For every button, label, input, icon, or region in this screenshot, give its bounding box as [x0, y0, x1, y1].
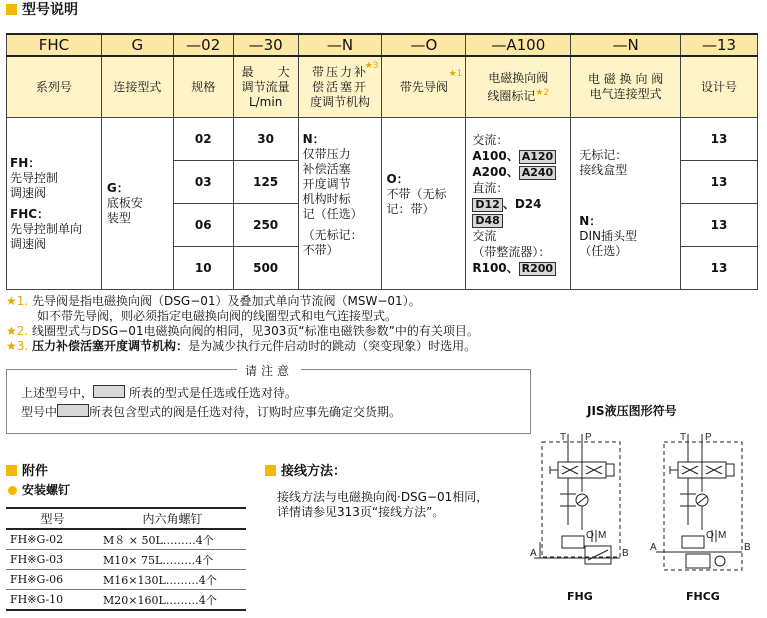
- code-mount: G: [101, 34, 173, 56]
- bolt-row: FH※G-02 M８ × 50L………4个: [6, 529, 246, 550]
- code-size: —02: [173, 34, 233, 56]
- port-a: A: [650, 542, 657, 553]
- port-p: P: [705, 432, 712, 443]
- note-1-cont: 如不带先导阀，则必须指定电磁换向阀的线圈型式和电气连接型式。: [37, 309, 398, 323]
- desc-mount: 连接型式: [101, 56, 173, 118]
- caution-line-2: 型号中 所表包含型式的阀是任选对待，订购时应事先确定交货期。: [21, 405, 402, 419]
- desc-size: 规格: [173, 56, 233, 118]
- body-coil: 交流： A100、 A120 A200、 A240 直流： D12 、D24 D48 交流 （带整流器）： R100、 R200: [466, 118, 571, 290]
- port-t: T: [560, 432, 567, 443]
- desc-pilot: 带先导阀 ★1: [382, 56, 466, 118]
- jis-symbol-fhcg: [650, 430, 755, 585]
- code-coil: —A100: [466, 34, 571, 56]
- design-cell: 13: [681, 247, 758, 290]
- size-cell: 03: [173, 161, 233, 204]
- design-cell: 13: [681, 204, 758, 247]
- flow-cell: 250: [233, 204, 298, 247]
- wiring-title: 接线方法：: [265, 460, 346, 479]
- body-pilot: O： 不带（无标 记：带）: [382, 118, 466, 290]
- code-comp: —N: [298, 34, 382, 56]
- design-cell: 13: [681, 161, 758, 204]
- jis-symbol-fhg: [530, 430, 635, 585]
- bolt-header: 型号 内六角螺钉: [6, 508, 246, 529]
- blank-box: [93, 385, 125, 398]
- bolt-table: [6, 507, 246, 611]
- star-3-icon: ★3: [364, 61, 379, 71]
- code-series: FHC: [7, 34, 102, 56]
- note-3: ★3. 压力补偿活塞开度调节机构：是为减少执行元件启动时的跳动（突变现象）时选用。: [6, 339, 477, 353]
- coil-option-r200: R200: [519, 262, 556, 276]
- desc-comp: ★3 带压力补 偿活塞开 度调节机构: [298, 56, 382, 118]
- label-fhg: FHG: [567, 590, 593, 603]
- title-square-icon: [6, 4, 17, 15]
- port-p: P: [585, 432, 592, 443]
- body-row-1: [7, 118, 758, 161]
- star-1-icon: ★1: [448, 69, 463, 79]
- caution-line-1: 上述型号中， 所表的型式是任选或任选对待。: [21, 386, 297, 400]
- flow-cell: 125: [233, 161, 298, 204]
- size-cell: 10: [173, 247, 233, 290]
- code-elec: —N: [571, 34, 681, 56]
- header-codes-row: [7, 34, 758, 56]
- accessory-square-icon: [6, 465, 17, 476]
- body-mount: G： 底板安 装型: [101, 118, 173, 290]
- wiring-text: 接线方法与电磁换向阀·DSG−01相同， 详情请参见313页“接线方法”。: [277, 490, 489, 519]
- port-o: O: [586, 530, 594, 541]
- code-pilot: —O: [382, 34, 466, 56]
- desc-design: 设计号: [681, 56, 758, 118]
- coil-option-a120: A120: [519, 150, 556, 164]
- bolt-row: FH※G-06 M16×130L………4个: [6, 570, 246, 590]
- body-comp: N： 仅带压力 补偿活塞 开度调节 机构时标 记（任选） （无标记： 不带）: [298, 118, 382, 290]
- desc-flow: 最 大 调节流量 L/min: [233, 56, 298, 118]
- accessory-title: 附件: [6, 460, 48, 479]
- bolt-row: FH※G-10 M20×160L………4个: [6, 590, 246, 611]
- caution-title: 请注意: [237, 362, 301, 379]
- blank-box: [57, 404, 89, 417]
- coil-option-d48: D48: [472, 214, 502, 228]
- port-o: O: [706, 530, 714, 541]
- bolt-row: FH※G-03 M10× 75L………4个: [6, 550, 246, 570]
- port-m: M: [598, 530, 607, 541]
- coil-option-d12: D12: [472, 198, 502, 212]
- desc-series: 系列号: [7, 56, 102, 118]
- port-b: B: [622, 548, 629, 559]
- bullet-dot-icon: [8, 486, 17, 495]
- coil-option-a240: A240: [519, 166, 556, 180]
- size-cell: 06: [173, 204, 233, 247]
- body-elec: 无标记： 接线盒型 N： DIN插头型 （任选）: [571, 118, 681, 290]
- label-fhcg: FHCG: [686, 590, 720, 603]
- size-cell: 02: [173, 118, 233, 161]
- note-1: ★1. 先导阀是指电磁换向阀（DSG−01）及叠加式单向节流阀（MSW−01）。: [6, 294, 421, 308]
- star-2-icon: ★2: [535, 87, 550, 98]
- code-design: —13: [681, 34, 758, 56]
- port-t: T: [680, 432, 687, 443]
- flow-cell: 30: [233, 118, 298, 161]
- accessory-subtitle: 安装螺钉: [8, 481, 70, 498]
- description-row: [7, 56, 758, 118]
- wiring-square-icon: [265, 465, 276, 476]
- flow-cell: 500: [233, 247, 298, 290]
- body-series: FH： 先导控制 调速阀 FHC： 先导控制单向 调速阀: [7, 118, 102, 290]
- desc-coil: 电磁换向阀 线圈标记$^{★2}$: [466, 56, 571, 118]
- port-a: A: [530, 548, 537, 559]
- port-m: M: [718, 530, 727, 541]
- jis-title: JIS液压图形符号: [587, 404, 677, 418]
- page-title: 型号说明: [6, 0, 78, 19]
- model-code-table: [6, 33, 758, 290]
- caution-box: [6, 364, 531, 434]
- desc-elec: 电 磁 换 向 阀 电气连接型式: [571, 56, 681, 118]
- code-flow: —30: [233, 34, 298, 56]
- port-b: B: [744, 542, 751, 553]
- design-cell: 13: [681, 118, 758, 161]
- note-2: ★2. 线圈型式与DSG−01电磁换向阀的相同，见303页“标准电磁铁参数”中的有关项目。: [6, 324, 479, 338]
